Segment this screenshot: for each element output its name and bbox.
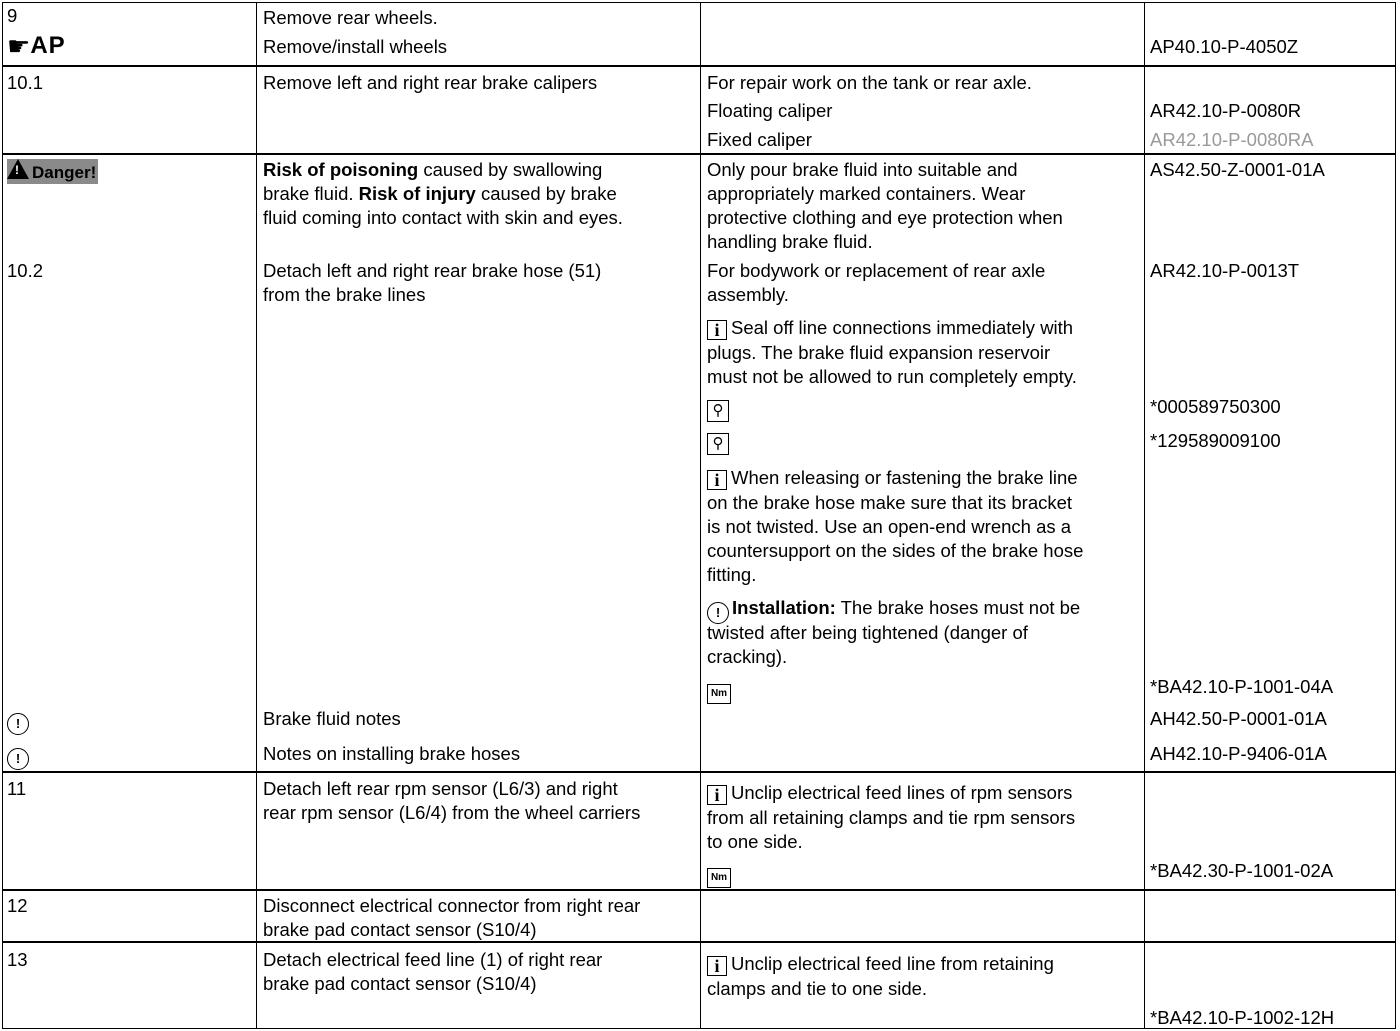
action-cell xyxy=(256,891,701,941)
note-text: Fixed caliper xyxy=(707,129,812,150)
note-text: plugs. The brake fluid expansion reservoir xyxy=(707,342,1051,363)
action-text: Disconnect electrical connector from right rear xyxy=(263,895,641,916)
step-number: 12 xyxy=(7,895,28,916)
action-text: rear rpm sensor (L6/4) from the wheel carriers xyxy=(263,802,641,823)
note-text: clamps and tie to one side. xyxy=(707,978,928,999)
reference-link[interactable]: AS42.50-Z-0001-01A xyxy=(1150,159,1325,180)
reference-link[interactable]: AH42.50-P-0001-01A xyxy=(1150,708,1327,729)
notes-cell xyxy=(700,155,1145,771)
note-text: protective clothing and eye protection when xyxy=(707,207,1063,228)
tool-reference[interactable]: *000589750300 xyxy=(1150,396,1281,417)
note-text: appropriately marked containers. Wear xyxy=(707,183,1026,204)
notes-cell xyxy=(700,891,1145,941)
step-cell xyxy=(3,773,256,889)
table-row xyxy=(2,942,1396,1029)
note-text: assembly. xyxy=(707,284,789,305)
action-text: from the brake lines xyxy=(263,284,426,305)
info-icon: i xyxy=(707,785,727,805)
note-text: to one side. xyxy=(707,831,803,852)
torque-icon: Nm xyxy=(707,676,731,704)
installation-note: ! Installation: The brake hoses must not be xyxy=(707,597,1080,624)
risk-text: brake fluid. Risk of injury caused by brake xyxy=(263,183,617,204)
info-note: i Unclip electrical feed lines of rpm sensors xyxy=(707,782,1072,805)
notes-icon: ! xyxy=(7,708,32,735)
tool-reference[interactable]: *129589009100 xyxy=(1150,430,1281,451)
reference-link[interactable]: AR42.10-P-0080R xyxy=(1150,100,1302,121)
action-cell xyxy=(256,943,701,1028)
note-text: Only pour brake fluid into suitable and xyxy=(707,159,1018,180)
tool-icon: ⚲ xyxy=(707,395,729,422)
reference-cell xyxy=(1144,773,1395,889)
step-number: 13 xyxy=(7,949,28,970)
table-row xyxy=(2,890,1396,942)
action-cell xyxy=(256,155,701,771)
notes-cell xyxy=(700,943,1145,1028)
reference-link[interactable]: AR42.10-P-0013T xyxy=(1150,260,1300,281)
action-text: Detach electrical feed line (1) of right rear xyxy=(263,949,603,970)
torque-reference[interactable]: *BA42.30-P-1001-02A xyxy=(1150,860,1334,881)
step-number: 11 xyxy=(7,778,27,799)
step-cell xyxy=(3,3,256,65)
table-row xyxy=(2,2,1396,66)
risk-text: Risk of poisoning caused by swallowing xyxy=(263,159,603,180)
info-icon: i xyxy=(707,956,727,976)
torque-reference[interactable]: *BA42.10-P-1002-12H xyxy=(1150,1007,1335,1028)
notes-cell xyxy=(700,67,1145,153)
action-text: brake pad contact sensor (S10/4) xyxy=(263,919,537,940)
note-text: from all retaining clamps and tie rpm sensors xyxy=(707,807,1076,828)
action-text: Detach left and right rear brake hose (51) xyxy=(263,260,602,281)
note-text: is not twisted. Use an open-end wrench as a xyxy=(707,516,1072,537)
action-text: Detach left rear rpm sensor (L6/3) and right xyxy=(263,778,618,799)
note-text: on the brake hose make sure that its bracket xyxy=(707,492,1073,513)
note-text: fitting. xyxy=(707,564,757,585)
ap-marker: ☛AP xyxy=(7,31,66,61)
reference-cell xyxy=(1144,943,1395,1028)
info-note: i When releasing or fastening the brake line xyxy=(707,467,1078,490)
step-number: 10.2 xyxy=(7,260,44,281)
reference-link[interactable]: AR42.10-P-0080RA xyxy=(1150,129,1314,150)
info-note: i Seal off line connections immediately with xyxy=(707,317,1073,340)
notes-cell xyxy=(700,3,1145,65)
action-text: Remove rear wheels. xyxy=(263,7,438,28)
note-text: handling brake fluid. xyxy=(707,231,873,252)
action-text: Remove/install wheels xyxy=(263,36,448,57)
notes-cell xyxy=(700,773,1145,889)
notes-icon: ! xyxy=(707,602,729,624)
step-number: 9 xyxy=(7,5,18,26)
note-text: countersupport on the sides of the brake hose xyxy=(707,540,1084,561)
action-text: brake pad contact sensor (S10/4) xyxy=(263,973,537,994)
reference-cell xyxy=(1144,891,1395,941)
step-cell xyxy=(3,67,256,153)
reference-link[interactable]: AP40.10-P-4050Z xyxy=(1150,36,1299,57)
notes-link[interactable]: Brake fluid notes xyxy=(263,708,401,729)
torque-icon: Nm xyxy=(707,860,731,888)
note-text: twisted after being tightened (danger of xyxy=(707,622,1028,643)
action-text: Remove left and right rear brake calipers xyxy=(263,72,598,93)
info-icon: i xyxy=(707,470,727,490)
warning-icon xyxy=(7,159,29,179)
danger-badge: !Danger! xyxy=(7,159,98,184)
note-text: cracking). xyxy=(707,646,788,667)
risk-text: fluid coming into contact with skin and eyes. xyxy=(263,207,623,228)
note-text: For bodywork or replacement of rear axle xyxy=(707,260,1046,281)
action-cell xyxy=(256,773,701,889)
step-cell xyxy=(3,891,256,941)
step-cell xyxy=(3,155,256,771)
step-cell xyxy=(3,943,256,1028)
note-text: Floating caliper xyxy=(707,100,833,121)
table-row xyxy=(2,772,1396,890)
action-cell xyxy=(256,67,701,153)
step-number: 10.1 xyxy=(7,72,44,93)
reference-cell xyxy=(1144,67,1395,153)
reference-cell xyxy=(1144,155,1395,771)
info-note: i Unclip electrical feed line from retaining xyxy=(707,953,1054,976)
note-text: must not be allowed to run completely empty. xyxy=(707,366,1077,387)
note-text: For repair work on the tank or rear axle. xyxy=(707,72,1032,93)
notes-link[interactable]: Notes on installing brake hoses xyxy=(263,743,521,764)
notes-icon: ! xyxy=(7,743,32,770)
info-icon: i xyxy=(707,320,727,340)
table-row xyxy=(2,154,1396,772)
table-row xyxy=(2,66,1396,154)
action-cell xyxy=(256,3,701,65)
tool-icon: ⚲ xyxy=(707,428,729,455)
pointing-hand-icon: ☛ xyxy=(7,31,31,61)
torque-reference[interactable]: *BA42.10-P-1001-04A xyxy=(1150,676,1334,697)
reference-link[interactable]: AH42.10-P-9406-01A xyxy=(1150,743,1327,764)
reference-cell xyxy=(1144,3,1395,65)
